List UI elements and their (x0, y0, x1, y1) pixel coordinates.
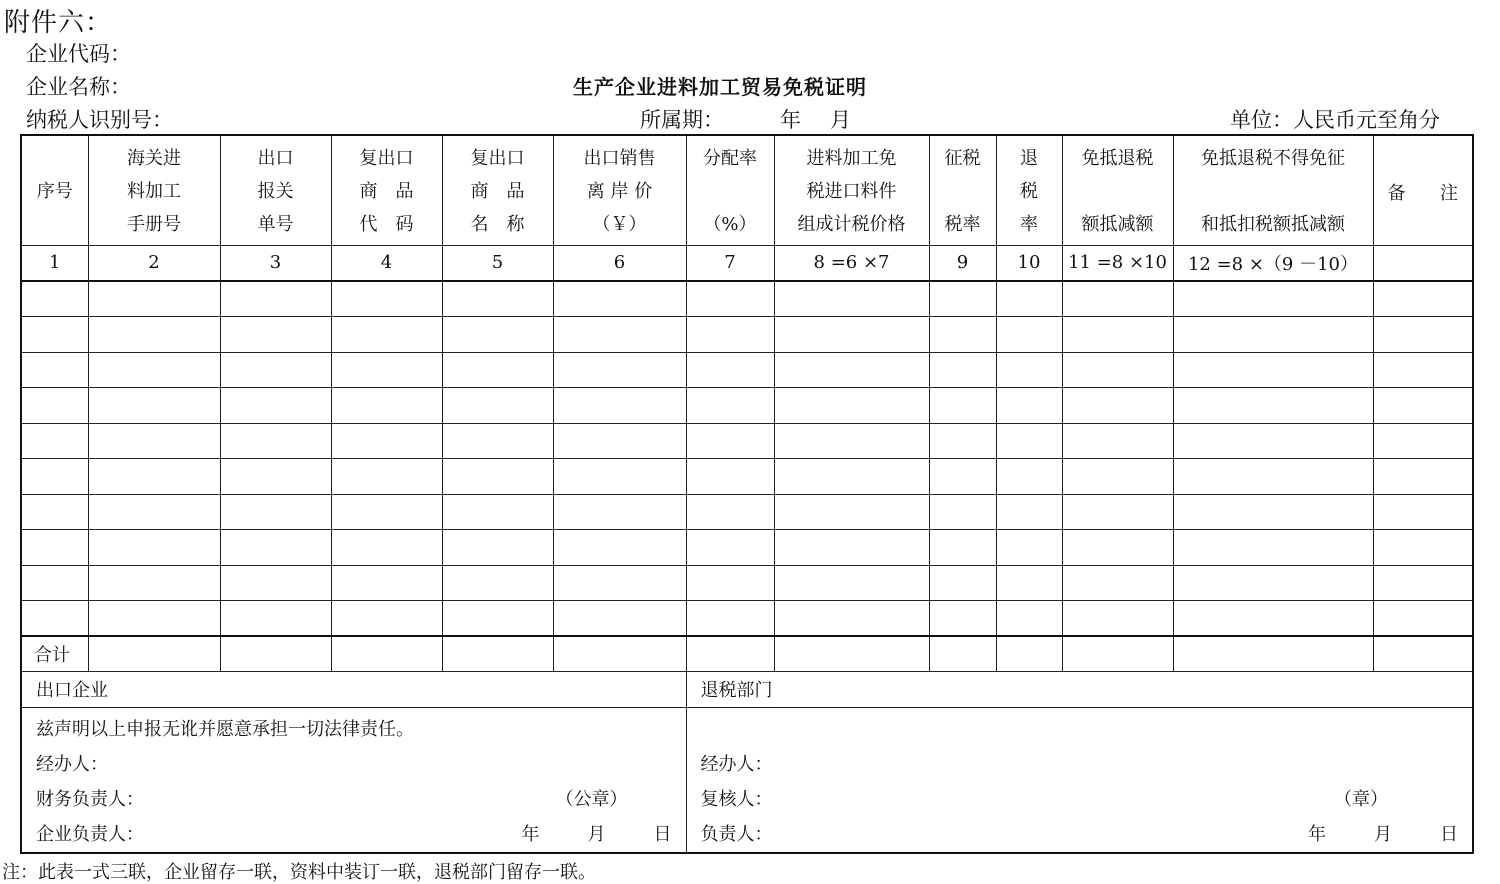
entry-cell[interactable] (1173, 565, 1373, 601)
col-number: 3 (220, 245, 331, 281)
col-header-refund-rate: 退 税 率 (996, 135, 1062, 245)
entry-cell[interactable] (774, 281, 929, 317)
entry-cell[interactable] (88, 565, 220, 601)
entry-cell[interactable] (1373, 281, 1473, 317)
entry-cell[interactable] (553, 530, 686, 566)
entry-cell[interactable] (442, 423, 553, 459)
entry-cell[interactable] (553, 565, 686, 601)
total-cell[interactable] (553, 636, 686, 671)
entry-cell[interactable] (1173, 601, 1373, 637)
entry-cell[interactable] (1062, 423, 1173, 459)
entry-cell[interactable] (1373, 317, 1473, 353)
entry-cell[interactable] (686, 352, 774, 388)
col-number: 12 =8 ×（9 －10） (1173, 245, 1373, 281)
finance-head-label: 财务负责人： (36, 788, 144, 810)
entry-cell[interactable] (220, 530, 331, 566)
col-header-offset-deduction: 免抵退税 额抵减额 (1062, 135, 1173, 245)
column-number-row (21, 245, 1473, 281)
entry-cell[interactable] (686, 459, 774, 495)
taxpayer-id-label: 纳税人识别号： (26, 108, 173, 132)
entry-cell[interactable] (996, 388, 1062, 424)
entry-cell[interactable] (220, 281, 331, 317)
entry-cell[interactable] (1373, 601, 1473, 637)
total-cell[interactable] (1373, 636, 1473, 671)
attachment-label: 附件六： (4, 8, 113, 38)
total-cell[interactable] (774, 636, 929, 671)
entry-cell[interactable] (686, 281, 774, 317)
entry-cell[interactable] (686, 601, 774, 637)
table-row (21, 388, 1473, 424)
signature-row (21, 707, 1473, 853)
entry-cell[interactable] (686, 388, 774, 424)
entry-cell[interactable] (220, 565, 331, 601)
entry-cell[interactable] (929, 601, 996, 637)
entry-cell[interactable] (220, 494, 331, 530)
entry-cell[interactable] (929, 494, 996, 530)
entry-cell[interactable] (929, 352, 996, 388)
entry-cell[interactable] (1062, 317, 1173, 353)
entry-cell[interactable] (1062, 565, 1173, 601)
entry-cell[interactable] (331, 388, 442, 424)
entry-cell[interactable] (331, 601, 442, 637)
company-seal-label: （公章） (555, 788, 628, 810)
col-number: 1 (21, 245, 88, 281)
total-cell[interactable] (331, 636, 442, 671)
entry-cell[interactable] (1062, 494, 1173, 530)
entry-cell[interactable] (553, 352, 686, 388)
entry-cell[interactable] (929, 423, 996, 459)
entry-cell[interactable] (21, 352, 88, 388)
entry-cell[interactable] (331, 281, 442, 317)
table-row (21, 494, 1473, 530)
entry-cell[interactable] (21, 423, 88, 459)
entry-cell[interactable] (1373, 352, 1473, 388)
entry-cell[interactable] (996, 459, 1062, 495)
entry-cell[interactable] (929, 317, 996, 353)
entry-cell[interactable] (88, 281, 220, 317)
col-header-remarks: 备 注 (1373, 135, 1473, 245)
entry-cell[interactable] (553, 459, 686, 495)
entry-cell[interactable] (1173, 494, 1373, 530)
total-cell[interactable] (1062, 636, 1173, 671)
entry-cell[interactable] (88, 388, 220, 424)
table-row (21, 459, 1473, 495)
col-header-fob-price: 出口销售 离 岸 价 （￥） (553, 135, 686, 245)
data-entry-rows (21, 281, 1473, 636)
footnote: 注：此表一式三联，企业留存一联，资料中装订一联，退税部门留存一联。 (2, 862, 596, 883)
entry-cell[interactable] (21, 281, 88, 317)
entry-cell[interactable] (553, 423, 686, 459)
entry-cell[interactable] (553, 601, 686, 637)
export-handler-label: 经办人： (36, 753, 108, 775)
entry-cell[interactable] (686, 494, 774, 530)
entry-cell[interactable] (220, 423, 331, 459)
entry-cell[interactable] (1373, 565, 1473, 601)
entry-cell[interactable] (88, 494, 220, 530)
col-header-manual-no: 海关进 料加工 手册号 (88, 135, 220, 245)
entry-cell[interactable] (1062, 601, 1173, 637)
entry-cell[interactable] (331, 530, 442, 566)
col-header-levy-rate: 征税 税率 (929, 135, 996, 245)
entry-cell[interactable] (1173, 388, 1373, 424)
entry-cell[interactable] (553, 317, 686, 353)
table-row (21, 423, 1473, 459)
export-enterprise-signature-block (21, 707, 686, 853)
period-year-label: 年 (780, 108, 801, 132)
entry-cell[interactable] (1173, 317, 1373, 353)
entry-cell[interactable] (21, 565, 88, 601)
total-cell[interactable] (996, 636, 1062, 671)
entry-cell[interactable] (686, 317, 774, 353)
entry-cell[interactable] (1173, 352, 1373, 388)
total-label: 合计 (21, 636, 88, 671)
section-title-row (21, 671, 1473, 707)
entry-cell[interactable] (996, 423, 1062, 459)
table-row (21, 530, 1473, 566)
entry-cell[interactable] (929, 459, 996, 495)
entry-cell[interactable] (442, 352, 553, 388)
declaration-text: 兹声明以上申报无讹并愿意承担一切法律责任。 (36, 718, 414, 740)
entry-cell[interactable] (442, 388, 553, 424)
col-number (1373, 245, 1473, 281)
department-seal-label: （章） (1334, 788, 1388, 810)
currency-unit-label: 单位：人民币元至角分 (1230, 108, 1440, 132)
entry-cell[interactable] (553, 388, 686, 424)
entry-cell[interactable] (21, 530, 88, 566)
entry-cell[interactable] (996, 601, 1062, 637)
entry-cell[interactable] (88, 423, 220, 459)
total-cell[interactable] (220, 636, 331, 671)
entry-cell[interactable] (996, 317, 1062, 353)
entry-cell[interactable] (21, 317, 88, 353)
period-label: 所属期： (640, 108, 724, 132)
entry-cell[interactable] (686, 530, 774, 566)
entry-cell[interactable] (929, 281, 996, 317)
entry-cell[interactable] (331, 423, 442, 459)
entry-cell[interactable] (331, 565, 442, 601)
entry-cell[interactable] (774, 530, 929, 566)
entry-cell[interactable] (774, 565, 929, 601)
entry-cell[interactable] (996, 565, 1062, 601)
period-month-label: 月 (830, 108, 851, 132)
entry-cell[interactable] (442, 317, 553, 353)
entry-cell[interactable] (331, 352, 442, 388)
entry-cell[interactable] (88, 352, 220, 388)
entry-cell[interactable] (1062, 530, 1173, 566)
total-cell[interactable] (929, 636, 996, 671)
entry-cell[interactable] (929, 530, 996, 566)
entry-cell[interactable] (553, 281, 686, 317)
entry-cell[interactable] (996, 281, 1062, 317)
exemption-certificate-table (20, 134, 1474, 854)
entry-cell[interactable] (442, 530, 553, 566)
entry-cell[interactable] (21, 459, 88, 495)
entry-cell[interactable] (1173, 459, 1373, 495)
entry-cell[interactable] (1173, 530, 1373, 566)
table-row (21, 565, 1473, 601)
entry-cell[interactable] (331, 494, 442, 530)
col-number: 8 =6 ×7 (774, 245, 929, 281)
entry-cell[interactable] (1373, 530, 1473, 566)
entry-cell[interactable] (220, 459, 331, 495)
document-title: 生产企业进料加工贸易免税证明 (573, 75, 867, 99)
col-header-index: 序号 (21, 135, 88, 245)
table-row (21, 352, 1473, 388)
col-number: 6 (553, 245, 686, 281)
entry-cell[interactable] (996, 494, 1062, 530)
entry-cell[interactable] (929, 388, 996, 424)
export-date: 年 月 日 (521, 823, 672, 845)
refund-department-title: 退税部门 (686, 671, 1473, 707)
entry-cell[interactable] (442, 281, 553, 317)
entry-cell[interactable] (220, 388, 331, 424)
entry-cell[interactable] (553, 494, 686, 530)
col-header-declaration-no: 出口 报关 单号 (220, 135, 331, 245)
entry-cell[interactable] (774, 317, 929, 353)
entry-cell[interactable] (220, 352, 331, 388)
refund-date: 年 月 日 (1308, 823, 1458, 845)
col-header-goods-code: 复出口 商 品 代 码 (331, 135, 442, 245)
entry-cell[interactable] (1373, 459, 1473, 495)
entry-cell[interactable] (774, 494, 929, 530)
entry-cell[interactable] (929, 565, 996, 601)
col-header-allocation-rate: 分配率 （%） (686, 135, 774, 245)
col-number: 11 =8 ×10 (1062, 245, 1173, 281)
total-cell[interactable] (88, 636, 220, 671)
header-row (21, 135, 1473, 245)
entry-cell[interactable] (686, 423, 774, 459)
entry-cell[interactable] (331, 459, 442, 495)
entry-cell[interactable] (442, 601, 553, 637)
entry-cell[interactable] (996, 530, 1062, 566)
export-enterprise-title: 出口企业 (21, 671, 686, 707)
entry-cell[interactable] (686, 565, 774, 601)
entry-cell[interactable] (996, 352, 1062, 388)
table-row (21, 281, 1473, 317)
entry-cell[interactable] (1062, 388, 1173, 424)
total-row (21, 636, 1473, 671)
refund-handler-label: 经办人： (700, 753, 773, 775)
refund-department-signature-block (686, 707, 1473, 853)
entry-cell[interactable] (774, 352, 929, 388)
entry-cell[interactable] (1062, 281, 1173, 317)
entry-cell[interactable] (442, 565, 553, 601)
enterprise-name-label: 企业名称： (26, 75, 131, 99)
entry-cell[interactable] (442, 459, 553, 495)
entry-cell[interactable] (21, 494, 88, 530)
entry-cell[interactable] (21, 601, 88, 637)
entry-cell[interactable] (774, 459, 929, 495)
enterprise-code-label: 企业代码： (26, 42, 131, 66)
entry-cell[interactable] (1062, 459, 1173, 495)
col-number: 5 (442, 245, 553, 281)
entry-cell[interactable] (774, 601, 929, 637)
col-number: 9 (929, 245, 996, 281)
reviewer-label: 复核人： (700, 788, 773, 810)
entry-cell[interactable] (1373, 388, 1473, 424)
col-number: 7 (686, 245, 774, 281)
entry-cell[interactable] (774, 423, 929, 459)
table-row (21, 601, 1473, 637)
entry-cell[interactable] (774, 388, 929, 424)
entry-cell[interactable] (1373, 423, 1473, 459)
col-number: 10 (996, 245, 1062, 281)
entry-cell[interactable] (331, 317, 442, 353)
entry-cell[interactable] (1173, 423, 1373, 459)
enterprise-head-label: 企业负责人： (36, 823, 144, 845)
col-header-non-exempt-deduction: 免抵退税不得免征 和抵扣税额抵减额 (1173, 135, 1373, 245)
col-number: 2 (88, 245, 220, 281)
col-header-taxable-price: 进料加工免 税进口料件 组成计税价格 (774, 135, 929, 245)
col-header-goods-name: 复出口 商 品 名 称 (442, 135, 553, 245)
refund-head-label: 负责人： (700, 823, 773, 845)
total-cell[interactable] (442, 636, 553, 671)
entry-cell[interactable] (220, 317, 331, 353)
entry-cell[interactable] (1373, 494, 1473, 530)
total-cell[interactable] (686, 636, 774, 671)
col-number: 4 (331, 245, 442, 281)
entry-cell[interactable] (1173, 281, 1373, 317)
entry-cell[interactable] (88, 317, 220, 353)
entry-cell[interactable] (88, 601, 220, 637)
entry-cell[interactable] (220, 601, 331, 637)
entry-cell[interactable] (21, 388, 88, 424)
entry-cell[interactable] (88, 530, 220, 566)
table-row (21, 317, 1473, 353)
entry-cell[interactable] (88, 459, 220, 495)
entry-cell[interactable] (1062, 352, 1173, 388)
total-cell[interactable] (1173, 636, 1373, 671)
entry-cell[interactable] (442, 494, 553, 530)
